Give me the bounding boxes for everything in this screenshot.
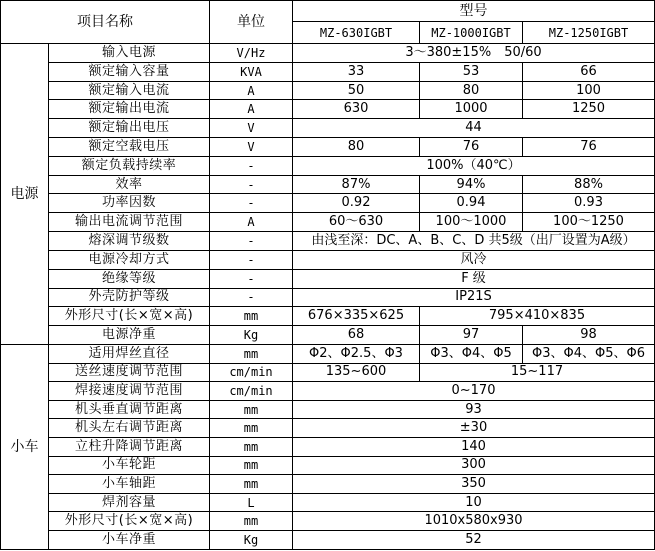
parameter-name: 额定输入容量: [49, 62, 210, 81]
parameter-name: 额定输出电流: [49, 100, 210, 119]
model-name: MZ-630IGBT: [293, 22, 420, 43]
parameter-unit: V: [210, 138, 293, 157]
model-name: MZ-1000IGBT: [420, 22, 523, 43]
parameter-value: 33: [293, 62, 420, 81]
parameter-value: 1250: [523, 100, 655, 119]
parameter-value-all-models: 10: [293, 493, 655, 512]
parameter-value-all-models: ±30: [293, 419, 655, 438]
spec-row: [1, 119, 655, 138]
parameter-name: 焊接速度调节范围: [49, 382, 210, 401]
parameter-value-all-models: 3～380±15% 50/60: [293, 43, 655, 62]
parameter-value: 87%: [293, 175, 420, 194]
parameter-value: 76: [523, 138, 655, 157]
parameter-unit: mm: [210, 307, 293, 326]
spec-row: [1, 363, 655, 382]
parameter-name: 额定负载持续率: [49, 156, 210, 175]
spec-row: [1, 344, 655, 363]
parameter-name: 电源净重: [49, 326, 210, 345]
parameter-name: 绝缘等级: [49, 269, 210, 288]
spec-row: [1, 419, 655, 438]
spec-row: [1, 307, 655, 326]
parameter-value-shared: 795×410×835: [420, 307, 655, 326]
spec-row: [1, 326, 655, 345]
spec-row: [1, 156, 655, 175]
parameter-name: 适用焊丝直径: [49, 344, 210, 363]
parameter-name: 额定空载电压: [49, 138, 210, 157]
parameter-value: 100: [523, 81, 655, 100]
spec-row: [1, 456, 655, 475]
parameter-value: 1000: [420, 100, 523, 119]
parameter-unit: mm: [210, 419, 293, 438]
parameter-value: 50: [293, 81, 420, 100]
spec-row: [1, 475, 655, 494]
parameter-name: 输入电源: [49, 43, 210, 62]
spec-row: [1, 138, 655, 157]
spec-row: [1, 213, 655, 232]
parameter-value: 0.93: [523, 194, 655, 213]
parameter-name: 功率因数: [49, 194, 210, 213]
parameter-name: 外形尺寸(长×宽×高): [49, 512, 210, 531]
model-header: 型号: [293, 1, 655, 22]
parameter-name: 小车轴距: [49, 475, 210, 494]
parameter-name: 焊剂容量: [49, 493, 210, 512]
parameter-value: 68: [293, 326, 420, 345]
parameter-value: 60～630: [293, 213, 420, 232]
unit-header: 单位: [210, 1, 293, 44]
parameter-value-all-models: IP21S: [293, 288, 655, 307]
parameter-value-all-models: 140: [293, 438, 655, 457]
parameter-name: 外壳防护等级: [49, 288, 210, 307]
spec-row: [1, 81, 655, 100]
parameter-value: 66: [523, 62, 655, 81]
parameter-unit: mm: [210, 400, 293, 419]
parameter-value: 100～1000: [420, 213, 523, 232]
parameter-unit: -: [210, 232, 293, 251]
parameter-value-all-models: 350: [293, 475, 655, 494]
parameter-value-shared: 15~117: [420, 363, 655, 382]
parameter-name: 熔深调节级数: [49, 232, 210, 251]
parameter-name: 立柱升降调节距离: [49, 438, 210, 457]
parameter-value-all-models: 93: [293, 400, 655, 419]
spec-row: [1, 232, 655, 251]
parameter-unit: -: [210, 269, 293, 288]
parameter-unit: mm: [210, 344, 293, 363]
group-carriage: 小车: [1, 344, 49, 549]
spec-table-body: [1, 1, 655, 550]
parameter-value: 676×335×625: [293, 307, 420, 326]
parameter-name: 小车净重: [49, 531, 210, 550]
item-name-header: 项目名称: [1, 1, 210, 44]
spec-row: [1, 382, 655, 401]
group-power-source: 电源: [1, 43, 49, 344]
parameter-unit: A: [210, 81, 293, 100]
parameter-unit: cm/min: [210, 382, 293, 401]
parameter-unit: V/Hz: [210, 43, 293, 62]
parameter-value: 88%: [523, 175, 655, 194]
parameter-unit: L: [210, 493, 293, 512]
parameter-value-all-models: 风冷: [293, 250, 655, 269]
parameter-unit: -: [210, 288, 293, 307]
parameter-value-all-models: 44: [293, 119, 655, 138]
spec-row: [1, 62, 655, 81]
parameter-value-all-models: F 级: [293, 269, 655, 288]
spec-row: [1, 531, 655, 550]
parameter-unit: -: [210, 194, 293, 213]
model-name: MZ-1250IGBT: [523, 22, 655, 43]
parameter-unit: mm: [210, 512, 293, 531]
spec-row: [1, 493, 655, 512]
spec-row: [1, 438, 655, 457]
spec-row: [1, 400, 655, 419]
parameter-unit: V: [210, 119, 293, 138]
spec-row: [1, 194, 655, 213]
spec-row: [1, 43, 655, 62]
parameter-value-all-models: 1010x580x930: [293, 512, 655, 531]
parameter-value-all-models: 52: [293, 531, 655, 550]
parameter-unit: mm: [210, 438, 293, 457]
spec-row: [1, 175, 655, 194]
parameter-unit: Kg: [210, 531, 293, 550]
parameter-value: 53: [420, 62, 523, 81]
parameter-value: 97: [420, 326, 523, 345]
parameter-name: 小车轮距: [49, 456, 210, 475]
parameter-value: 630: [293, 100, 420, 119]
parameter-value: 76: [420, 138, 523, 157]
parameter-value: Φ2、Φ2.5、Φ3: [293, 344, 420, 363]
parameter-unit: A: [210, 213, 293, 232]
parameter-value: 135~600: [293, 363, 420, 382]
parameter-value: 100～1250: [523, 213, 655, 232]
parameter-name: 效率: [49, 175, 210, 194]
parameter-unit: -: [210, 156, 293, 175]
parameter-name: 额定输入电流: [49, 81, 210, 100]
parameter-unit: mm: [210, 456, 293, 475]
parameter-value-all-models: 0~170: [293, 382, 655, 401]
parameter-value: 94%: [420, 175, 523, 194]
parameter-unit: Kg: [210, 326, 293, 345]
parameter-value: Φ3、Φ4、Φ5、Φ6: [523, 344, 655, 363]
spec-row: [1, 100, 655, 119]
parameter-name: 送丝速度调节范围: [49, 363, 210, 382]
spec-row: [1, 269, 655, 288]
spec-row: [1, 512, 655, 531]
parameter-unit: A: [210, 100, 293, 119]
parameter-value: 0.94: [420, 194, 523, 213]
parameter-value: 80: [420, 81, 523, 100]
parameter-name: 额定输出电压: [49, 119, 210, 138]
parameter-unit: -: [210, 250, 293, 269]
parameter-value: 80: [293, 138, 420, 157]
parameter-value-all-models: 300: [293, 456, 655, 475]
parameter-unit: cm/min: [210, 363, 293, 382]
spec-row: [1, 288, 655, 307]
header-row: [1, 1, 655, 22]
parameter-name: 输出电流调节范围: [49, 213, 210, 232]
parameter-value-all-models: 由浅至深：DC、A、B、C、D 共5级（出厂设置为A级）: [293, 232, 655, 251]
parameter-unit: -: [210, 175, 293, 194]
parameter-unit: KVA: [210, 62, 293, 81]
parameter-value-all-models: 100%（40℃）: [293, 156, 655, 175]
parameter-unit: mm: [210, 475, 293, 494]
parameter-value: 0.92: [293, 194, 420, 213]
parameter-name: 机头垂直调节距离: [49, 400, 210, 419]
parameter-name: 电源冷却方式: [49, 250, 210, 269]
parameter-name: 机头左右调节距离: [49, 419, 210, 438]
parameter-name: 外形尺寸(长×宽×高): [49, 307, 210, 326]
parameter-value: Φ3、Φ4、Φ5: [420, 344, 523, 363]
spec-row: [1, 250, 655, 269]
parameter-value: 98: [523, 326, 655, 345]
